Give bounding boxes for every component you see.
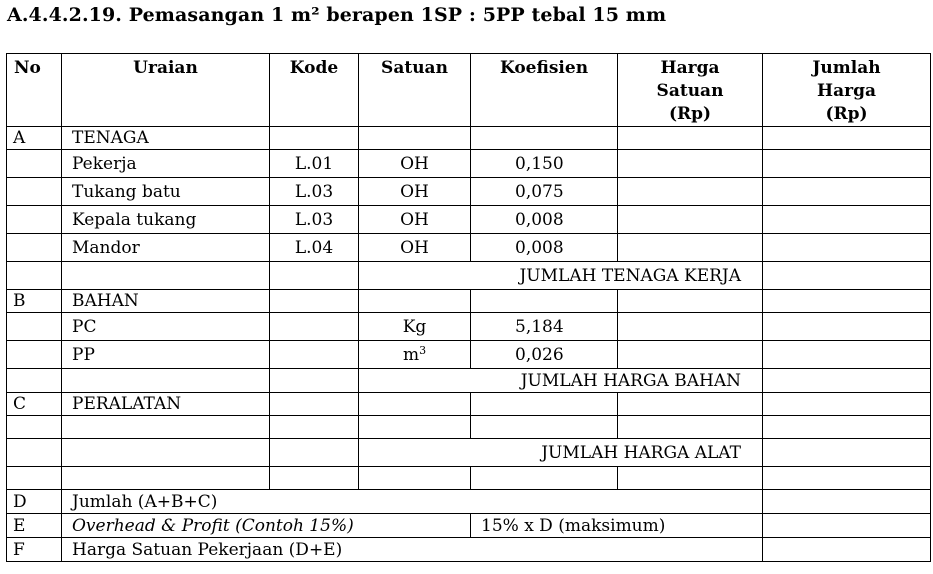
cell-satuan: OH — [359, 150, 471, 178]
empty-cell — [618, 467, 763, 490]
table-row — [7, 234, 931, 262]
cell-uraian: Tukang batu — [62, 178, 270, 206]
cell-kode: L.03 — [270, 178, 359, 206]
satuan-unit: m — [402, 344, 420, 365]
header-uraian: Uraian — [62, 54, 270, 127]
header-harga-satuan — [618, 54, 763, 127]
header-row — [7, 54, 931, 127]
empty-cell — [618, 127, 763, 150]
header-kode: Kode — [270, 54, 359, 127]
empty-cell — [359, 416, 471, 439]
cell-satuan — [359, 341, 471, 369]
cell-kode: L.04 — [270, 234, 359, 262]
empty-cell — [62, 467, 270, 490]
cell-kode — [270, 313, 359, 341]
header-jumlah-harga-line: Jumlah — [812, 58, 881, 78]
empty-cell — [471, 467, 618, 490]
empty-cell — [7, 467, 62, 490]
total-row-peralatan — [7, 439, 931, 467]
empty-cell — [471, 290, 618, 313]
cell-uraian: Mandor — [62, 234, 270, 262]
summary-no: D — [7, 490, 62, 514]
section-label: PERALATAN — [62, 393, 270, 416]
cell-satuan: OH — [359, 206, 471, 234]
header-harga-satuan-line: Satuan — [656, 81, 724, 101]
cell-koefisien: 0,026 — [471, 341, 618, 369]
empty-cell — [270, 290, 359, 313]
cell-uraian: PP — [62, 341, 270, 369]
summary-row-e — [7, 514, 931, 538]
table-row — [7, 341, 931, 369]
cell-harga-satuan — [618, 178, 763, 206]
satuan-superscript: 3 — [419, 343, 427, 357]
header-harga-satuan-line: (Rp) — [668, 104, 712, 124]
cell-harga-satuan — [618, 206, 763, 234]
header-koefisien: Koefisien — [471, 54, 618, 127]
page-title: A.4.4.2.19. Pemasangan 1 m² berapen 1SP : 5PP tebal 15 mm — [7, 4, 667, 26]
cell-jumlah-harga — [763, 178, 931, 206]
cell-satuan: OH — [359, 234, 471, 262]
cell-kode: L.01 — [270, 150, 359, 178]
cell-satuan: OH — [359, 178, 471, 206]
empty-cell — [763, 467, 931, 490]
cell-koefisien: 0,008 — [471, 206, 618, 234]
section-no: A — [7, 127, 62, 150]
empty-cell — [7, 206, 62, 234]
summary-row-d — [7, 490, 931, 514]
empty-cell — [270, 127, 359, 150]
empty-cell — [7, 178, 62, 206]
table-row — [7, 313, 931, 341]
cell-kode — [270, 341, 359, 369]
cell-jumlah-harga — [763, 369, 931, 393]
cell-jumlah-harga — [763, 439, 931, 467]
table-row — [7, 150, 931, 178]
table-row — [7, 416, 931, 439]
section-no: B — [7, 290, 62, 313]
cell-koefisien: 0,150 — [471, 150, 618, 178]
cell-uraian: Kepala tukang — [62, 206, 270, 234]
empty-cell — [7, 313, 62, 341]
cell-harga-satuan — [618, 341, 763, 369]
ahsp-table — [6, 53, 931, 562]
empty-cell — [7, 369, 62, 393]
cell-uraian: PC — [62, 313, 270, 341]
empty-cell — [471, 393, 618, 416]
header-no: No — [7, 54, 62, 127]
empty-cell — [62, 416, 270, 439]
total-label: JUMLAH HARGA ALAT — [359, 439, 763, 467]
empty-cell — [62, 262, 270, 290]
cell-jumlah-harga — [763, 262, 931, 290]
empty-cell — [359, 290, 471, 313]
empty-cell — [471, 127, 618, 150]
header-harga-satuan-line: Harga — [660, 58, 720, 78]
summary-label: Jumlah (A+B+C) — [62, 490, 763, 514]
cell-jumlah-harga — [763, 538, 931, 562]
section-row-bahan — [7, 290, 931, 313]
empty-cell — [763, 416, 931, 439]
total-label: JUMLAH HARGA BAHAN — [359, 369, 763, 393]
cell-satuan: Kg — [359, 313, 471, 341]
cell-kode: L.03 — [270, 206, 359, 234]
table-row — [7, 467, 931, 490]
total-row-bahan — [7, 369, 931, 393]
cell-jumlah-harga — [763, 150, 931, 178]
cell-jumlah-harga — [763, 490, 931, 514]
cell-jumlah-harga — [763, 234, 931, 262]
empty-cell — [763, 290, 931, 313]
empty-cell — [763, 127, 931, 150]
header-jumlah-harga — [763, 54, 931, 127]
summary-label: Overhead & Profit (Contoh 15%) — [62, 514, 471, 538]
empty-cell — [359, 393, 471, 416]
section-label: TENAGA — [62, 127, 270, 150]
empty-cell — [7, 262, 62, 290]
empty-cell — [270, 467, 359, 490]
empty-cell — [62, 439, 270, 467]
empty-cell — [618, 393, 763, 416]
summary-no: F — [7, 538, 62, 562]
empty-cell — [270, 369, 359, 393]
total-label: JUMLAH TENAGA KERJA — [359, 262, 763, 290]
empty-cell — [270, 439, 359, 467]
empty-cell — [618, 290, 763, 313]
empty-cell — [763, 393, 931, 416]
empty-cell — [270, 262, 359, 290]
empty-cell — [7, 416, 62, 439]
cell-harga-satuan — [618, 234, 763, 262]
cell-jumlah-harga — [763, 313, 931, 341]
cell-uraian: Pekerja — [62, 150, 270, 178]
empty-cell — [7, 234, 62, 262]
cell-harga-satuan — [618, 313, 763, 341]
cell-jumlah-harga — [763, 206, 931, 234]
header-jumlah-harga-line: Harga — [817, 81, 876, 101]
table-row — [7, 206, 931, 234]
summary-label: Harga Satuan Pekerjaan (D+E) — [62, 538, 763, 562]
empty-cell — [618, 416, 763, 439]
section-no: C — [7, 393, 62, 416]
cell-koefisien: 5,184 — [471, 313, 618, 341]
cell-koefisien: 0,075 — [471, 178, 618, 206]
empty-cell — [7, 439, 62, 467]
cell-harga-satuan — [618, 150, 763, 178]
summary-formula: 15% x D (maksimum) — [471, 514, 763, 538]
empty-cell — [471, 416, 618, 439]
empty-cell — [270, 416, 359, 439]
empty-cell — [359, 467, 471, 490]
empty-cell — [7, 341, 62, 369]
empty-cell — [7, 150, 62, 178]
table-row — [7, 178, 931, 206]
section-row-tenaga — [7, 127, 931, 150]
cell-jumlah-harga — [763, 514, 931, 538]
cell-jumlah-harga — [763, 341, 931, 369]
empty-cell — [62, 369, 270, 393]
cell-koefisien: 0,008 — [471, 234, 618, 262]
section-label: BAHAN — [62, 290, 270, 313]
header-satuan: Satuan — [359, 54, 471, 127]
empty-cell — [270, 393, 359, 416]
empty-cell — [359, 127, 471, 150]
section-row-peralatan — [7, 393, 931, 416]
header-jumlah-harga-line: (Rp) — [825, 104, 868, 124]
summary-no: E — [7, 514, 62, 538]
total-row-tenaga — [7, 262, 931, 290]
summary-row-f — [7, 538, 931, 562]
